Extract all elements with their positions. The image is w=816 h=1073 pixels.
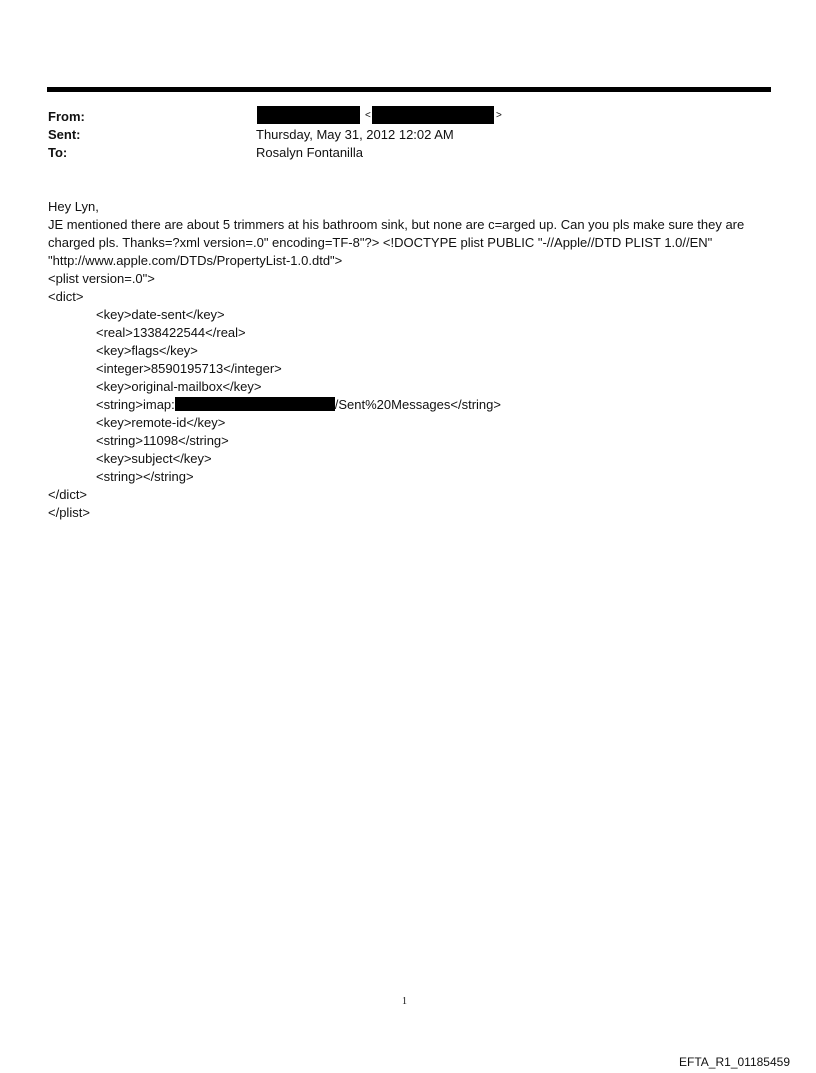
greeting: Hey Lyn, — [48, 199, 99, 214]
plist-line: <key>date-sent</key> — [96, 307, 225, 322]
plist-open: <plist version=.0"> — [48, 271, 155, 286]
plist-line: <integer>8590195713</integer> — [96, 361, 282, 376]
email-body — [48, 198, 772, 522]
plist-line: <key>remote-id</key> — [96, 415, 226, 430]
to-value: Rosalyn Fontanilla — [256, 145, 363, 160]
plist-line: <real>1338422544</real> — [96, 325, 246, 340]
from-label: From: — [48, 109, 85, 124]
document-id: EFTA_R1_01185459 — [679, 1055, 790, 1069]
message-text: JE mentioned there are about 5 trimmers at his bathroom sink, but none are c=arged up. Can you pls make sure they are charged pls. Thanks=?xml version=.0" encoding=TF-8"?> <!DOCTYPE plist PUBLIC "-//Apple//DTD PLIST 1.0//EN" "http://www.apple.com/DTDs/PropertyList-1.0.dtd"> — [48, 217, 745, 268]
plist-line: <key>flags</key> — [96, 343, 198, 358]
header-rule — [47, 87, 771, 92]
redacted-sender-name — [257, 106, 360, 124]
dict-close: </dict> — [48, 487, 88, 502]
page-number: 1 — [402, 996, 407, 1007]
redacted-sender-email — [372, 106, 494, 124]
sent-label: Sent: — [48, 127, 81, 142]
sent-value: Thursday, May 31, 2012 12:02 AM — [256, 127, 454, 142]
plist-line: <string>11098</string> — [96, 433, 229, 448]
email-close-bracket: > — [496, 110, 502, 121]
email-open-bracket: < — [365, 110, 371, 121]
imap-prefix: <string>imap: — [96, 397, 175, 412]
plist-line: <key>original-mailbox</key> — [96, 379, 262, 394]
plist-line: <key>subject</key> — [96, 451, 212, 466]
dict-open: <dict> — [48, 289, 84, 304]
plist-line: <string></string> — [96, 469, 194, 484]
imap-line — [48, 396, 772, 414]
redacted-imap-account — [175, 397, 335, 411]
to-label: To: — [48, 145, 68, 160]
plist-close: </plist> — [48, 505, 90, 520]
imap-suffix: /Sent%20Messages</string> — [334, 397, 501, 412]
